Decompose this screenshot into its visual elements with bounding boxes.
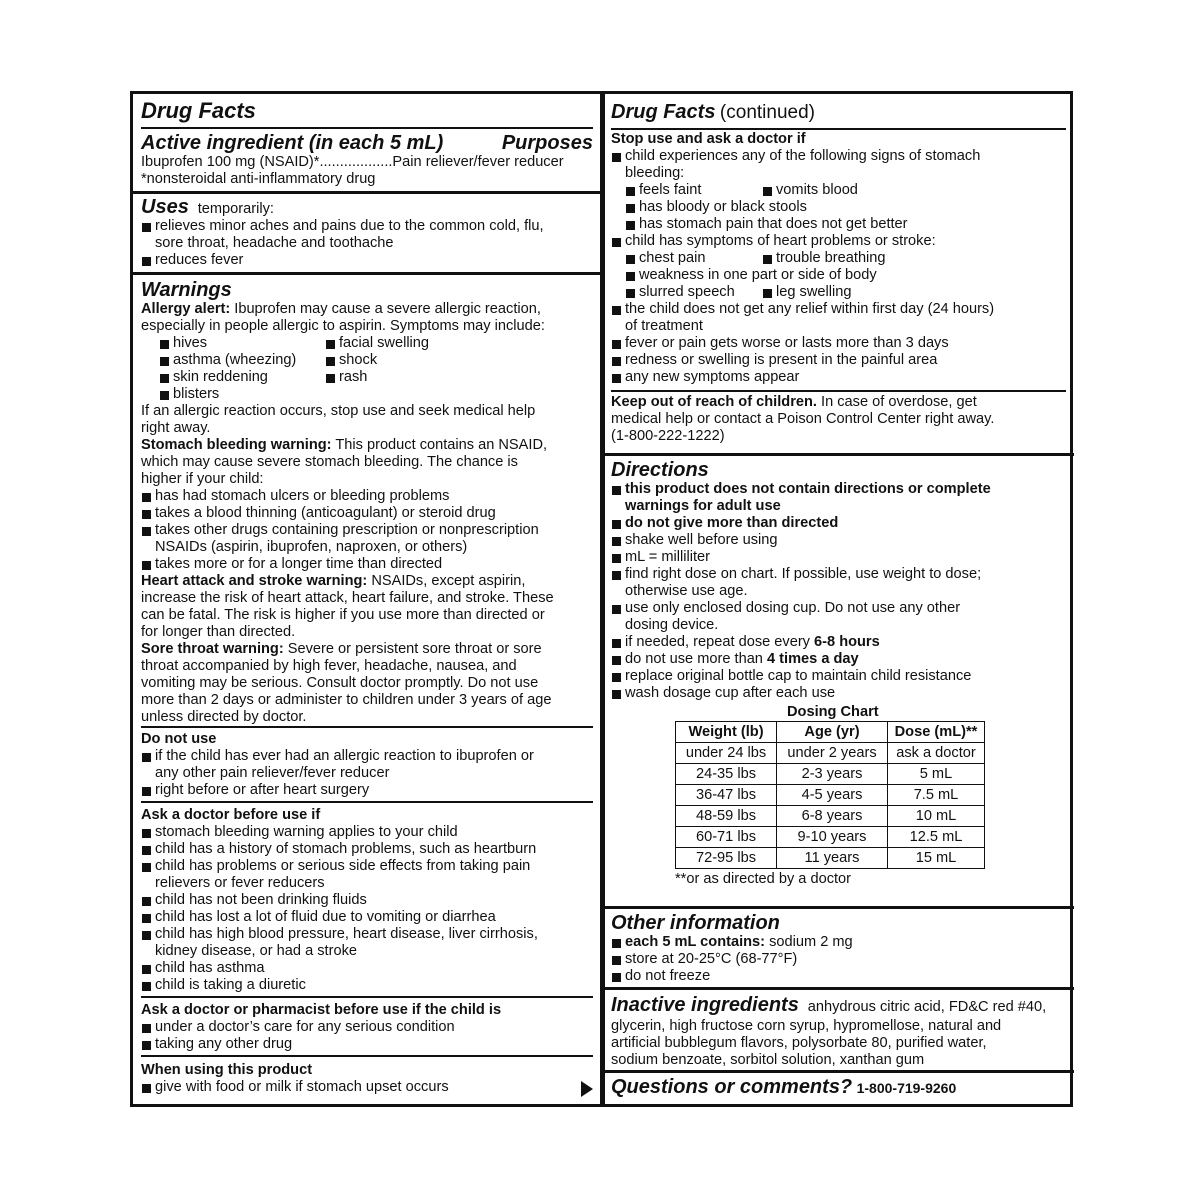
- list-item: under a doctor’s care for any serious condition: [141, 1019, 593, 1036]
- list-item: child is taking a diuretic: [141, 977, 593, 994]
- throat-text: unless directed by doctor.: [141, 709, 307, 725]
- symptom-item: has bloody or black stools: [625, 199, 1066, 216]
- dir-bold: 6-8 hours: [814, 634, 880, 650]
- list-item: redness or swelling is present in the painful area: [611, 352, 1066, 369]
- column-divider: [600, 94, 605, 1104]
- when-using-section: [141, 1062, 593, 1096]
- divider: [133, 191, 601, 194]
- list-item-cont: dosing device.: [625, 617, 719, 633]
- other-info-section: [611, 912, 1066, 985]
- questions-heading: Questions or comments?: [611, 1076, 853, 1098]
- sore-throat-label: Sore throat warning:: [141, 641, 284, 657]
- table-row: [676, 764, 985, 785]
- symptom-row: [625, 250, 1066, 267]
- allergy-after: right away.: [141, 420, 211, 436]
- list-item-cont: sore throat, headache and toothache: [155, 235, 394, 251]
- active-ingredient-line: Ibuprofen 100 mg (NSAID)*..................Pain reliever/fever reducer: [141, 154, 564, 170]
- symptom-item: hives: [159, 335, 207, 352]
- list-item-cont: NSAIDs (aspirin, ibuprofen, naproxen, or others): [155, 539, 468, 555]
- list-item: child has a history of stomach problems, such as heartburn: [141, 841, 593, 858]
- list-item: replace original bottle cap to maintain child resistance: [611, 668, 1066, 685]
- inactive-text: artificial bubblegum flavors, polysorbate 80, purified water,: [611, 1035, 987, 1051]
- table-cell: 9-10 years: [777, 827, 888, 848]
- divider: [611, 128, 1066, 130]
- table-header-row: [676, 722, 985, 743]
- keep-out-label: Keep out of reach of children.: [611, 394, 817, 410]
- table-cell: 48-59 lbs: [676, 806, 777, 827]
- list-item-cont: relievers or fever reducers: [155, 875, 325, 891]
- symptom-item: leg swelling: [762, 284, 851, 301]
- do-not-use-heading: Do not use: [141, 731, 217, 747]
- directions-section: [611, 459, 1066, 888]
- table-row: [676, 743, 985, 764]
- list-item: [611, 934, 1066, 951]
- heart-text: can be fatal. The risk is higher if you use more than directed or: [141, 607, 545, 623]
- symptom-item: vomits blood: [762, 182, 858, 199]
- heart-text: for longer than directed.: [141, 624, 296, 640]
- table-cell: 60-71 lbs: [676, 827, 777, 848]
- ask-pharmacist-section: [141, 1002, 593, 1053]
- list-item: do not give more than directed: [611, 515, 1066, 532]
- other-info-text: sodium 2 mg: [765, 934, 853, 950]
- ask-doctor-heading: Ask a doctor before use if: [141, 807, 321, 823]
- divider: [603, 906, 1074, 909]
- dosing-chart-title: Dosing Chart: [787, 704, 879, 720]
- inactive-ingredients-section: [611, 994, 1066, 1069]
- continued-title-section: [611, 101, 1066, 124]
- list-item-cont: otherwise use age.: [625, 583, 748, 599]
- stomach-text: higher if your child:: [141, 471, 264, 487]
- dir-bold: 4 times a day: [766, 651, 859, 667]
- list-item: stomach bleeding warning applies to your child: [141, 824, 593, 841]
- dosing-footnote: **or as directed by a doctor: [675, 871, 852, 887]
- list-item: takes more or for a longer time than directed: [141, 556, 593, 573]
- list-item: child has high blood pressure, heart disease, liver cirrhosis,: [141, 926, 593, 943]
- divider: [603, 453, 1074, 456]
- symptom-item: blisters: [159, 386, 219, 403]
- right-column: [611, 94, 1066, 1104]
- throat-text: throat accompanied by high fever, headache, nausea, and: [141, 658, 517, 674]
- poison-control-phone: (1-800-222-1222): [611, 428, 725, 444]
- table-cell: 5 mL: [888, 764, 985, 785]
- table-cell: ask a doctor: [888, 743, 985, 764]
- table-row: [676, 785, 985, 806]
- list-item: this product does not contain directions or complete: [611, 481, 1066, 498]
- keep-out-text: medical help or contact a Poison Control Center right away.: [611, 411, 995, 427]
- stomach-text: which may cause severe stomach bleeding. The chance is: [141, 454, 518, 470]
- other-info-heading: Other information: [611, 912, 780, 934]
- continue-arrow-icon: [581, 1081, 593, 1097]
- list-item: fever or pain gets worse or lasts more than 3 days: [611, 335, 1066, 352]
- table-cell: under 24 lbs: [676, 743, 777, 764]
- list-item: reduces fever: [141, 252, 593, 269]
- uses-sub: temporarily:: [197, 201, 274, 217]
- divider: [141, 801, 593, 803]
- table-cell: 11 years: [777, 848, 888, 869]
- continued-suffix: (continued): [719, 102, 815, 123]
- symptom-item: shock: [325, 352, 377, 369]
- divider: [611, 390, 1066, 392]
- table-cell: 2-3 years: [777, 764, 888, 785]
- column-header: Dose (mL)**: [888, 722, 985, 743]
- list-item: takes other drugs containing prescription or nonprescription: [141, 522, 593, 539]
- dir-text: if needed, repeat dose every: [625, 634, 815, 650]
- symptom-item: facial swelling: [325, 335, 429, 352]
- drug-facts-label: [130, 91, 1073, 1107]
- uses-heading: Uses: [141, 196, 189, 218]
- inactive-text: sodium benzoate, sorbitol solution, xanthan gum: [611, 1052, 925, 1068]
- symptom-item: asthma (wheezing): [159, 352, 296, 369]
- stop-use-section: [611, 131, 1066, 386]
- list-item: use only enclosed dosing cup. Do not use any other: [611, 600, 1066, 617]
- symptom-item: feels faint: [625, 182, 701, 199]
- list-item: if the child has ever had an allergic reaction to ibuprofen or: [141, 748, 593, 765]
- table-cell: 6-8 years: [777, 806, 888, 827]
- throat-text: more than 2 days or administer to children under 3 years of age: [141, 692, 552, 708]
- heart-warning-label: Heart attack and stroke warning:: [141, 573, 368, 589]
- page-title: Drug Facts: [141, 98, 256, 123]
- allergy-alert-label: Allergy alert:: [141, 301, 231, 317]
- divider: [133, 272, 601, 275]
- keep-out-section: [611, 394, 1066, 445]
- symptom-row: [625, 284, 1066, 301]
- list-item: shake well before using: [611, 532, 1066, 549]
- inactive-heading: Inactive ingredients: [611, 994, 799, 1016]
- list-item: do not freeze: [611, 968, 1066, 985]
- list-item: store at 20-25°C (68-77°F): [611, 951, 1066, 968]
- list-item: wash dosage cup after each use: [611, 685, 1066, 702]
- symptom-item: chest pain: [625, 250, 706, 267]
- dosing-chart-table: [675, 721, 985, 869]
- symptom-item: skin reddening: [159, 369, 268, 386]
- warnings-section: [141, 279, 593, 726]
- divider: [141, 726, 593, 728]
- symptom-item: has stomach pain that does not get better: [625, 216, 1066, 233]
- do-not-use-section: [141, 731, 593, 799]
- table-cell: 24-35 lbs: [676, 764, 777, 785]
- table-cell: 72-95 lbs: [676, 848, 777, 869]
- inactive-text: glycerin, high fructose corn syrup, hypromellose, natural and: [611, 1018, 1002, 1034]
- table-cell: 36-47 lbs: [676, 785, 777, 806]
- left-column: [141, 94, 593, 1104]
- list-item: [611, 651, 1066, 668]
- list-item: relieves minor aches and pains due to the common cold, flu,: [141, 218, 593, 235]
- throat-text: vomiting may be serious. Consult doctor promptly. Do not use: [141, 675, 539, 691]
- divider: [141, 127, 593, 129]
- throat-text: Severe or persistent sore throat or sore: [283, 641, 542, 657]
- symptom-item: trouble breathing: [762, 250, 886, 267]
- table-row: [676, 848, 985, 869]
- list-item-cont: any other pain reliever/fever reducer: [155, 765, 390, 781]
- list-item: child has problems or serious side effects from taking pain: [141, 858, 593, 875]
- questions-phone: 1-800-719-9260: [856, 1080, 957, 1096]
- active-ingredient-heading: Active ingredient (in each 5 mL): [141, 132, 444, 154]
- list-item: has had stomach ulcers or bleeding problems: [141, 488, 593, 505]
- symptom-grid: [141, 335, 593, 403]
- list-item: child has lost a lot of fluid due to vomiting or diarrhea: [141, 909, 593, 926]
- purposes-heading: Purposes: [501, 132, 593, 154]
- list-item-cont: kidney disease, or had a stroke: [155, 943, 357, 959]
- list-item: taking any other drug: [141, 1036, 593, 1053]
- stomach-text: This product contains an NSAID,: [331, 437, 548, 453]
- table-cell: under 2 years: [777, 743, 888, 764]
- divider: [141, 1055, 593, 1057]
- title-section: [141, 99, 593, 123]
- divider: [603, 987, 1074, 990]
- heart-text: NSAIDs, except aspirin,: [367, 573, 526, 589]
- allergy-after: If an allergic reaction occurs, stop use and seek medical help: [141, 403, 536, 419]
- list-item-cont: warnings for adult use: [625, 498, 781, 514]
- other-info-label: each 5 mL contains:: [625, 934, 766, 950]
- list-item-cont: of treatment: [625, 318, 703, 334]
- symptom-row: [625, 182, 1066, 199]
- warnings-heading: Warnings: [141, 279, 232, 301]
- symptom-item: rash: [325, 369, 367, 386]
- divider: [603, 1070, 1074, 1073]
- questions-section: [611, 1076, 1066, 1098]
- inactive-text: anhydrous citric acid, FD&C red #40,: [807, 999, 1047, 1015]
- keep-out-text: In case of overdose, get: [816, 394, 977, 410]
- allergy-text: Ibuprofen may cause a severe allergic reaction,: [230, 301, 541, 317]
- table-cell: 12.5 mL: [888, 827, 985, 848]
- list-item: takes a blood thinning (anticoagulant) or steroid drug: [141, 505, 593, 522]
- list-item: child experiences any of the following signs of stomach: [611, 148, 1066, 165]
- symptom-item: slurred speech: [625, 284, 735, 301]
- list-item: mL = milliliter: [611, 549, 1066, 566]
- list-item: child has not been drinking fluids: [141, 892, 593, 909]
- uses-section: [141, 196, 593, 269]
- list-item: child has symptoms of heart problems or stroke:: [611, 233, 1066, 250]
- table-cell: 7.5 mL: [888, 785, 985, 806]
- active-footnote: *nonsteroidal anti-inflammatory drug: [141, 171, 376, 187]
- divider: [141, 996, 593, 998]
- list-item: give with food or milk if stomach upset occurs: [141, 1079, 593, 1096]
- continued-title: Drug Facts: [611, 101, 716, 123]
- list-item: [611, 634, 1066, 651]
- list-item: child has asthma: [141, 960, 593, 977]
- table-cell: 4-5 years: [777, 785, 888, 806]
- list-item: find right dose on chart. If possible, use weight to dose;: [611, 566, 1066, 583]
- table-row: [676, 827, 985, 848]
- column-header: Weight (lb): [676, 722, 777, 743]
- column-header: Age (yr): [777, 722, 888, 743]
- stomach-warning-label: Stomach bleeding warning:: [141, 437, 332, 453]
- ask-pharmacist-heading: Ask a doctor or pharmacist before use if the child is: [141, 1002, 502, 1018]
- ask-doctor-section: [141, 807, 593, 994]
- table-cell: 10 mL: [888, 806, 985, 827]
- list-item: right before or after heart surgery: [141, 782, 593, 799]
- table-row: [676, 806, 985, 827]
- list-item-cont: bleeding:: [625, 165, 685, 181]
- heart-text: increase the risk of heart attack, heart failure, and stroke. These: [141, 590, 554, 606]
- symptom-item: weakness in one part or side of body: [625, 267, 1066, 284]
- list-item: any new symptoms appear: [611, 369, 1066, 386]
- dir-text: do not use more than: [625, 651, 767, 667]
- directions-heading: Directions: [611, 459, 709, 481]
- when-using-heading: When using this product: [141, 1062, 313, 1078]
- list-item: the child does not get any relief within first day (24 hours): [611, 301, 1066, 318]
- table-cell: 15 mL: [888, 848, 985, 869]
- allergy-text: especially in people allergic to aspirin. Symptoms may include:: [141, 318, 545, 334]
- active-ingredient-section: [141, 132, 593, 188]
- stop-use-heading: Stop use and ask a doctor if: [611, 131, 806, 147]
